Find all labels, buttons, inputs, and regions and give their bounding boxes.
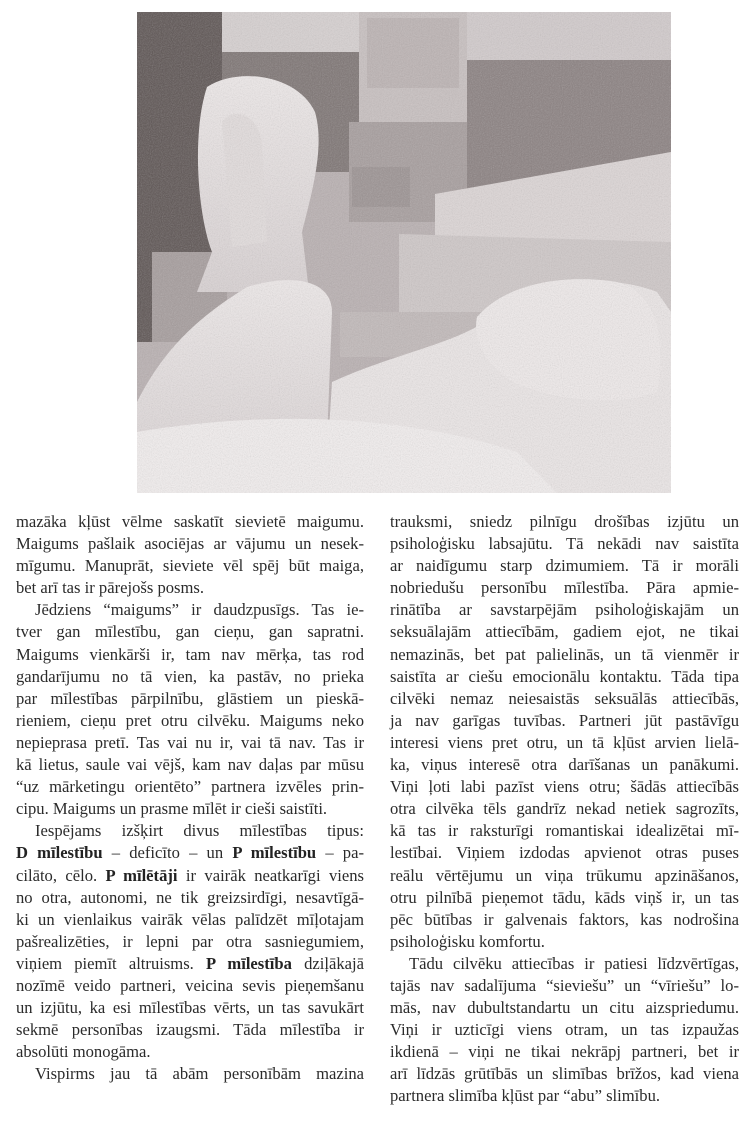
- text-line: tajās nav sadalījuma “sieviešu” un “vīriešu” lo-: [390, 975, 739, 995]
- text-line: ja nav garīgas tuvības. Partneri jūt pastāvīgu: [390, 710, 739, 730]
- text-line: ki un vienlaikus vairāk vēlas palīdzēt mīļotajam: [16, 909, 364, 929]
- text-line: seksuālajām attiecībām, gadiem ejot, ne tikai: [390, 622, 739, 642]
- text-line: nemazinās, bet pat palielinās, un tā vienmēr ir: [390, 644, 739, 664]
- text-line: mazāka kļūst vēlme saskatīt sievietē maigumu.: [16, 512, 364, 531]
- text-line: par mīlestības pārpilnību, glāstiem un pieskā-: [16, 688, 364, 708]
- text-line: Iespējams izšķirt divus mīlestības tipus:: [35, 821, 364, 841]
- text-line: reālu vērtējumu un viņa trūkumu apzināšanos,: [390, 865, 739, 885]
- text-line: psiholoģisku komfortu.: [390, 931, 545, 951]
- text-line: otru pilnībā pieņemot tādu, kāds viņš ir, un tas: [390, 887, 739, 907]
- text-line: ka, viņus interesē otra darīšanas un panākumi.: [390, 755, 739, 775]
- text-line: no otra, autonomi, ne tik greizsirdīgi, nesavtīgā-: [16, 887, 364, 907]
- text-line: partnera slimība kļūst par “abu” slimību.: [390, 1086, 661, 1106]
- text-line: bet arī tas ir pārejošs posms.: [16, 578, 205, 598]
- text-run: – pa-: [316, 843, 364, 863]
- text-line: otra cilvēka tēls gandrīz nekad netiek sagrozīts,: [390, 799, 739, 819]
- text-line: cipu. Maigums un prasme mīlēt ir cieši saistīti.: [16, 799, 328, 819]
- text-line: rieniem, cieņu pret otru cilvēku. Maigums neko: [16, 710, 364, 730]
- text-line: kā tas ir raksturīgi romantiskai idealizētai mī-: [390, 821, 739, 841]
- text-line: Maigums vienkārši ir, tam nav mērķa, tas rod: [16, 644, 364, 664]
- text-line: Maigums pašlaik asociējas ar vājumu un nesek-: [16, 534, 364, 554]
- text-line: interesi viens pret otru, un tā kļūst arvien lielā-: [390, 732, 739, 752]
- right-text-column: [390, 511, 739, 1108]
- text-line: [16, 842, 364, 864]
- text-line: ar naidīgumu starp dzimumiem. Tā ir morāli: [390, 556, 739, 576]
- photo-illustration: [137, 12, 671, 493]
- text-line: cilvēki nemaz neiesaistās seksuālās attiecībās,: [390, 688, 739, 708]
- text-line: trauksmi, sniedz pilnīgu drošības izjūtu un: [390, 512, 739, 531]
- text-line: un izjūtu, ka esi mīlestības vērts, un tas savukārt: [16, 998, 364, 1018]
- bold-term: P mīlestība: [206, 953, 292, 973]
- text-line: nozīmē veido partneri, veicina sevis pieņemšanu: [16, 975, 364, 995]
- bold-term: D mīlestību: [16, 843, 103, 863]
- text-line: mīgumu. Manuprāt, sieviete vēl spēj būt maiga,: [16, 556, 364, 576]
- text-line: nepieprasa pretī. Tas vai nu ir, vai tā nav. Tas ir: [16, 732, 364, 752]
- text-line: rinātība ar savstarpējām psiholoģiskajām un: [390, 600, 739, 620]
- text-line: tver gan mīlestību, gan cieņu, gan sapratni.: [16, 622, 364, 642]
- text-line: Jēdziens “maigums” ir daudzpusīgs. Tas ie-: [35, 600, 364, 620]
- text-line: “uz mārketingu orientēto” partnera izvēles prin-: [16, 777, 364, 797]
- text-line: kā lietus, saule vai vējš, kam nav daļas par mūsu: [16, 755, 364, 775]
- text-run: – deficīto – un: [102, 843, 233, 863]
- text-line: ikdienā – viņi ne tikai nekrāpj partneri, bet ir: [390, 1042, 739, 1062]
- text-run: ir vairāk neatkarīgi viens: [177, 865, 364, 885]
- text-line: mās, nav dubultstandartu un citu aizspriedumu.: [390, 998, 739, 1018]
- bold-term: P mīlestību: [232, 843, 317, 863]
- text-run: cilāto, cēlo.: [16, 865, 106, 885]
- text-line: sekmē personības izaugsmi. Tāda mīlestība ir: [16, 1020, 364, 1040]
- text-line: absolūti monogāma.: [16, 1042, 151, 1062]
- text-line: pašrealizēties, ir lepni par otra sasniegumiem,: [16, 931, 364, 951]
- text-line: Tādu cilvēku attiecības ir patiesi līdzvērtīgas,: [409, 953, 739, 973]
- text-line: saistīta ar ciešu emocionālu kontaktu. Tāda tipa: [390, 666, 739, 686]
- text-line: gandarījumu no tā vien, ka pastāv, no prieka: [16, 666, 364, 686]
- text-line: [16, 865, 364, 887]
- sculpture-photo: [137, 12, 671, 493]
- text-line: [16, 953, 364, 975]
- text-line: nobriedušu personību mīlestība. Pāra apmie-: [390, 578, 739, 598]
- left-text-column: [16, 511, 364, 1085]
- text-line: Viņi ir uzticīgi viens otram, un tas izpaužas: [390, 1020, 739, 1040]
- text-line: Viņi ļoti labi pazīst viens otru; šādās attiecībās: [390, 777, 739, 797]
- text-line: pēc būtības ir galvenais faktors, kas nodrošina: [390, 909, 739, 929]
- text-run: viņiem piemīt altruisms.: [16, 953, 206, 973]
- text-line: psiholoģisku labsajūtu. Tā nekādi nav saistīta: [390, 534, 739, 554]
- text-line: Vispirms jau tā abām personībām mazina: [35, 1064, 364, 1084]
- text-run: dziļākajā: [291, 953, 364, 973]
- text-line: arī līdzās grūtībās un slimības brīžos, kad viena: [390, 1064, 739, 1084]
- bold-term: P mīlētāji: [105, 865, 178, 885]
- text-line: lestībai. Viņiem izdodas apvienot otras puses: [390, 843, 739, 863]
